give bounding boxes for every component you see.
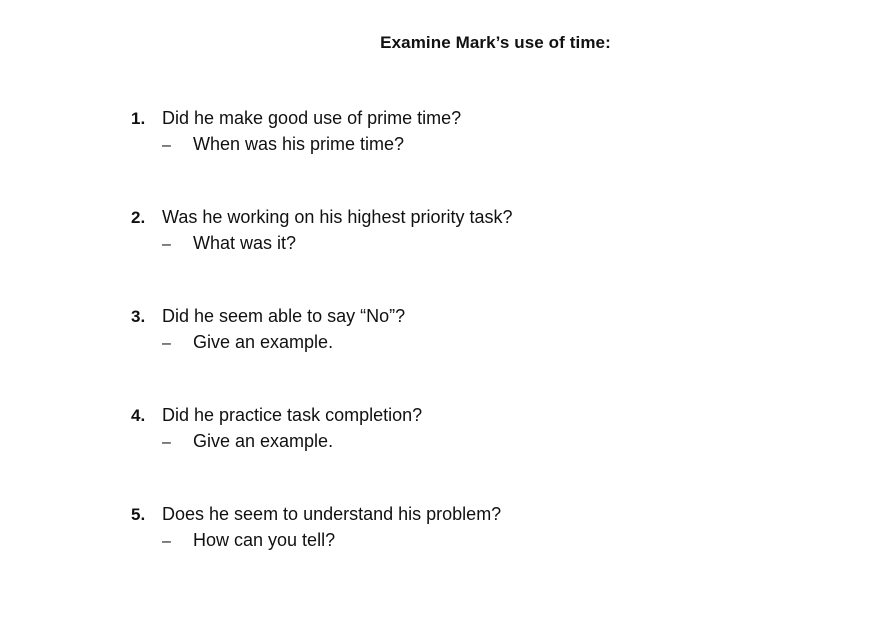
question-number: 2.: [131, 208, 146, 227]
sub-question-line: [131, 528, 831, 554]
dash-bullet: –: [162, 335, 171, 352]
dash-bullet: –: [162, 434, 171, 451]
question-line: [131, 304, 831, 329]
question-text: Does he seem to understand his problem?: [162, 504, 502, 524]
question-number: 5.: [131, 505, 146, 524]
question-item: [131, 403, 831, 455]
sub-question-text: When was his prime time?: [193, 134, 405, 154]
dash-bullet: –: [162, 236, 171, 253]
question-text: Did he practice task completion?: [162, 405, 423, 425]
question-text: Did he make good use of prime time?: [162, 108, 462, 128]
question-item: [131, 205, 831, 257]
dash-bullet: –: [162, 137, 171, 154]
sub-question-text: Give an example.: [193, 332, 334, 352]
sub-question-text: Give an example.: [193, 431, 334, 451]
sub-question-line: [131, 231, 831, 257]
question-text: Did he seem able to say “No”?: [162, 306, 406, 326]
question-line: [131, 106, 831, 131]
question-item: [131, 502, 831, 554]
question-item: [131, 304, 831, 356]
question-line: [131, 502, 831, 527]
question-number: 4.: [131, 406, 146, 425]
question-number: 3.: [131, 307, 146, 326]
question-line: [131, 403, 831, 428]
dash-bullet: –: [162, 533, 171, 550]
page-title: Examine Mark’s use of time:: [380, 33, 611, 52]
question-number: 1.: [131, 109, 146, 128]
question-item: [131, 106, 831, 158]
sub-question-line: [131, 132, 831, 158]
question-text: Was he working on his highest priority task?: [162, 207, 513, 227]
question-line: [131, 205, 831, 230]
sub-question-text: How can you tell?: [193, 530, 336, 550]
sub-question-line: [131, 330, 831, 356]
sub-question-text: What was it?: [193, 233, 297, 253]
sub-question-line: [131, 429, 831, 455]
